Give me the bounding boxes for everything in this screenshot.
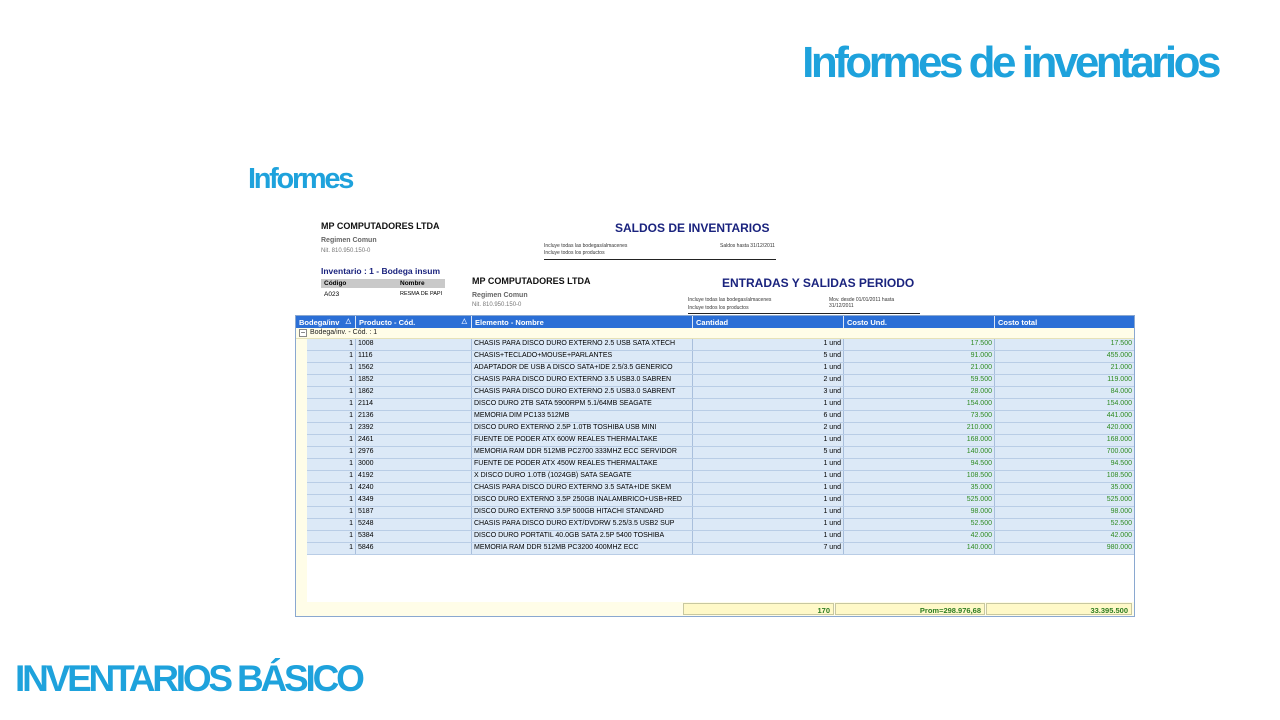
cell-cantidad: 7 und bbox=[693, 543, 844, 554]
cell-costo-total: 154.000 bbox=[1106, 400, 1132, 407]
table-row[interactable] bbox=[307, 435, 1134, 447]
total-costo-promedio: Prom=298.976,68 bbox=[835, 603, 985, 615]
cell-bodega: 1 bbox=[307, 351, 356, 362]
cell-codigo: 4240 bbox=[356, 483, 472, 494]
cell-codigo: 2114 bbox=[356, 399, 472, 410]
table-row[interactable] bbox=[307, 375, 1134, 387]
group-label: Bodega/inv. - Cód. : 1 bbox=[310, 329, 378, 336]
slide-title: Informes de inventarios bbox=[802, 38, 1218, 87]
report2-includes-productos: Incluye todos los productos bbox=[688, 305, 749, 311]
cell-bodega: 1 bbox=[307, 447, 356, 458]
cell-cantidad: 1 und bbox=[693, 435, 844, 446]
cell-costo-total: 17.500 bbox=[1110, 340, 1132, 347]
cell-costo-total: 119.000 bbox=[1107, 376, 1132, 383]
cell-cantidad: 1 und bbox=[693, 507, 844, 518]
column-header-costo-und[interactable]: Costo Und. bbox=[844, 316, 995, 328]
cell-cantidad: 2 und bbox=[693, 423, 844, 434]
cell-cantidad: 1 und bbox=[693, 483, 844, 494]
cell-bodega: 1 bbox=[307, 519, 356, 530]
cell-nombre: DISCO DURO 2TB SATA 5900RPM 5.1/64MB SEAGATE bbox=[472, 399, 693, 410]
cell-bodega: 1 bbox=[307, 471, 356, 482]
table-row[interactable] bbox=[307, 363, 1134, 375]
cell-costo-und: 42.000 bbox=[844, 531, 995, 542]
cell-costo-und: 28.000 bbox=[844, 387, 995, 398]
cell-costo-und: 21.000 bbox=[844, 363, 995, 374]
report1-col-nombre: Nombre bbox=[400, 280, 425, 287]
inventory-grid bbox=[295, 315, 1135, 617]
column-header-costo-total[interactable]: Costo total bbox=[998, 318, 1038, 327]
cell-codigo: 5248 bbox=[356, 519, 472, 530]
cell-costo-total: 441.000 bbox=[1106, 412, 1132, 419]
table-row[interactable] bbox=[307, 471, 1134, 483]
cell-nombre: CHASIS+TECLADO+MOUSE+PARLANTES bbox=[472, 351, 693, 362]
cell-costo-total: 168.000 bbox=[1106, 436, 1132, 443]
cell-nombre: DISCO DURO PORTATIL 40.0GB SATA 2.5P 5400 TOSHIBA bbox=[472, 531, 693, 542]
column-header-elemento[interactable]: Elemento - Nombre bbox=[472, 316, 693, 328]
cell-bodega: 1 bbox=[307, 507, 356, 518]
table-row[interactable] bbox=[307, 543, 1134, 555]
cell-codigo: 1852 bbox=[356, 375, 472, 386]
cell-bodega: 1 bbox=[307, 339, 356, 350]
cell-codigo: 1008 bbox=[356, 339, 472, 350]
cell-codigo: 1562 bbox=[356, 363, 472, 374]
cell-cantidad: 5 und bbox=[693, 351, 844, 362]
cell-cantidad: 1 und bbox=[693, 495, 844, 506]
report1-row-nombre: RESMA DE PAPI bbox=[400, 291, 443, 297]
cell-codigo: 4192 bbox=[356, 471, 472, 482]
report1-divider bbox=[544, 259, 776, 260]
cell-codigo: 1116 bbox=[356, 351, 472, 362]
table-row[interactable] bbox=[307, 411, 1134, 423]
cell-nombre: MEMORIA DIM PC133 512MB bbox=[472, 411, 693, 422]
report1-col-codigo: Código bbox=[324, 280, 347, 287]
cell-costo-und: 94.500 bbox=[844, 459, 995, 470]
cell-bodega: 1 bbox=[307, 399, 356, 410]
cell-costo-und: 59.500 bbox=[844, 375, 995, 386]
cell-nombre: DISCO DURO EXTERNO 3.5P 500GB HITACHI STANDARD bbox=[472, 507, 693, 518]
report1-title: SALDOS DE INVENTARIOS bbox=[615, 221, 770, 235]
report-entradas-salidas bbox=[468, 268, 920, 316]
cell-bodega: 1 bbox=[307, 411, 356, 422]
cell-cantidad: 1 und bbox=[693, 459, 844, 470]
cell-cantidad: 1 und bbox=[693, 339, 844, 350]
report1-row bbox=[321, 290, 445, 299]
cell-nombre: DISCO DURO EXTERNO 2.5P 1.0TB TOSHIBA USB MINI bbox=[472, 423, 693, 434]
column-header-producto-label: Producto - Cód. bbox=[359, 318, 416, 327]
cell-codigo: 2976 bbox=[356, 447, 472, 458]
cell-codigo: 2461 bbox=[356, 435, 472, 446]
report1-date-range: Saldos hasta 31/12/2011 bbox=[720, 243, 775, 249]
cell-nombre: FUENTE DE PODER ATX 600W REALES THERMALTAKE bbox=[472, 435, 693, 446]
cell-costo-und: 168.000 bbox=[844, 435, 995, 446]
table-row[interactable] bbox=[307, 447, 1134, 459]
cell-codigo: 5846 bbox=[356, 543, 472, 554]
cell-costo-total: 21.000 bbox=[1110, 364, 1132, 371]
cell-costo-und: 140.000 bbox=[844, 543, 995, 554]
cell-costo-und: 108.500 bbox=[844, 471, 995, 482]
cell-costo-total: 700.000 bbox=[1106, 448, 1132, 455]
cell-nombre: MEMORIA RAM DDR 512MB PC2700 333MHZ ECC SERVIDOR bbox=[472, 447, 693, 458]
cell-bodega: 1 bbox=[307, 531, 356, 542]
cell-cantidad: 2 und bbox=[693, 375, 844, 386]
cell-costo-und: 52.500 bbox=[844, 519, 995, 530]
column-header-cantidad[interactable]: Cantidad bbox=[693, 316, 844, 328]
cell-nombre: CHASIS PARA DISCO DURO EXTERNO 2.5 USB SATA XTECH bbox=[472, 339, 693, 350]
cell-costo-total: 420.000 bbox=[1106, 424, 1132, 431]
report1-includes-productos: Incluye todos los productos bbox=[544, 250, 605, 256]
table-row[interactable] bbox=[307, 423, 1134, 435]
cell-costo-und: 140.000 bbox=[844, 447, 995, 458]
cell-cantidad: 1 und bbox=[693, 471, 844, 482]
cell-nombre: X DISCO DURO 1.0TB (1024GB) SATA SEAGATE bbox=[472, 471, 693, 482]
cell-codigo: 2136 bbox=[356, 411, 472, 422]
collapse-icon[interactable]: − bbox=[300, 328, 306, 337]
cell-cantidad: 3 und bbox=[693, 387, 844, 398]
table-row[interactable] bbox=[307, 387, 1134, 399]
cell-costo-total: 94.500 bbox=[1110, 460, 1132, 467]
cell-costo-total: 98.000 bbox=[1110, 508, 1132, 515]
cell-nombre: CHASIS PARA DISCO DURO EXTERNO 3.5 SATA+IDE SKEM bbox=[472, 483, 693, 494]
cell-costo-und: 154.000 bbox=[844, 399, 995, 410]
cell-costo-total: 42.000 bbox=[1110, 532, 1132, 539]
total-costo-total: 33.395.500 bbox=[986, 603, 1132, 615]
sort-asc-icon[interactable]: △ bbox=[345, 318, 351, 325]
report2-regimen: Regimen Comun bbox=[472, 292, 528, 299]
cell-nombre: CHASIS PARA DISCO DURO EXT/DVDRW 5.25/3.5 USB2 SUP bbox=[472, 519, 693, 530]
group-row bbox=[296, 328, 1134, 339]
cell-codigo: 1862 bbox=[356, 387, 472, 398]
section-title: Informes bbox=[248, 163, 353, 195]
sort-asc-icon[interactable]: △ bbox=[461, 318, 467, 325]
cell-costo-total: 84.000 bbox=[1110, 388, 1132, 395]
cell-bodega: 1 bbox=[307, 543, 356, 554]
report2-divider bbox=[688, 313, 920, 314]
report2-includes-bodegas: Incluye todas las bodegas/almacenes bbox=[688, 297, 772, 303]
cell-bodega: 1 bbox=[307, 495, 356, 506]
cell-nombre: CHASIS PARA DISCO DURO EXTERNO 2.5 USB3.0 SABRENT bbox=[472, 387, 693, 398]
report1-regimen: Regimen Comun bbox=[321, 237, 377, 244]
footer-title: INVENTARIOS BÁSICO bbox=[15, 658, 362, 699]
cell-bodega: 1 bbox=[307, 435, 356, 446]
report1-header-row bbox=[321, 279, 445, 288]
cell-cantidad: 1 und bbox=[693, 531, 844, 542]
cell-nombre: MEMORIA RAM DDR 512MB PC3200 400MHZ ECC bbox=[472, 543, 693, 554]
report1-inventory-label: Inventario : 1 - Bodega insum bbox=[321, 266, 441, 276]
cell-codigo: 5384 bbox=[356, 531, 472, 542]
cell-codigo: 3000 bbox=[356, 459, 472, 470]
report2-nit: Nit. 810.950.150-0 bbox=[472, 302, 522, 308]
cell-codigo: 2392 bbox=[356, 423, 472, 434]
report1-nit: Nit. 810.950.150-0 bbox=[321, 248, 371, 254]
cell-nombre: FUENTE DE PODER ATX 450W REALES THERMALTAKE bbox=[472, 459, 693, 470]
cell-costo-total: 52.500 bbox=[1110, 520, 1132, 527]
report1-includes-bodegas: Incluye todas las bodegas/almacenes bbox=[544, 243, 628, 249]
cell-costo-und: 98.000 bbox=[844, 507, 995, 518]
table-row[interactable] bbox=[307, 495, 1134, 507]
report1-row-codigo: A023 bbox=[324, 291, 340, 298]
table-row[interactable] bbox=[307, 507, 1134, 519]
cell-bodega: 1 bbox=[307, 423, 356, 434]
cell-codigo: 5187 bbox=[356, 507, 472, 518]
cell-bodega: 1 bbox=[307, 387, 356, 398]
cell-cantidad: 5 und bbox=[693, 447, 844, 458]
table-row[interactable] bbox=[307, 339, 1134, 351]
cell-nombre: ADAPTADOR DE USB A DISCO SATA+IDE 2.5/3.5 GENERICO bbox=[472, 363, 693, 374]
cell-bodega: 1 bbox=[307, 483, 356, 494]
table-row[interactable] bbox=[307, 519, 1134, 531]
table-row[interactable] bbox=[307, 351, 1134, 363]
cell-bodega: 1 bbox=[307, 459, 356, 470]
table-row[interactable] bbox=[307, 459, 1134, 471]
column-header-producto[interactable] bbox=[356, 316, 472, 328]
table-row[interactable] bbox=[307, 531, 1134, 543]
cell-costo-und: 525.000 bbox=[844, 495, 995, 506]
table-row[interactable] bbox=[307, 399, 1134, 411]
cell-costo-und: 91.000 bbox=[844, 351, 995, 362]
column-header-bodega[interactable] bbox=[296, 316, 356, 328]
group-indent bbox=[296, 339, 307, 602]
report1-company: MP COMPUTADORES LTDA bbox=[321, 221, 440, 231]
grid-header bbox=[296, 316, 1134, 328]
cell-nombre: DISCO DURO EXTERNO 3.5P 250GB INALAMBRICO+USB+RED bbox=[472, 495, 693, 506]
table-row[interactable] bbox=[307, 483, 1134, 495]
column-header-bodega-label: Bodega/inv bbox=[299, 318, 340, 327]
report2-company: MP COMPUTADORES LTDA bbox=[472, 276, 591, 286]
cell-costo-total: 525.000 bbox=[1106, 496, 1132, 503]
cell-costo-total: 35.000 bbox=[1110, 484, 1132, 491]
cell-costo-total: 980.000 bbox=[1106, 544, 1132, 551]
cell-cantidad: 1 und bbox=[693, 519, 844, 530]
cell-costo-total: 108.500 bbox=[1106, 472, 1132, 479]
totals-row bbox=[296, 602, 1134, 616]
report2-date-range: Mov. desde 01/01/2011 hasta 31/12/2011 bbox=[829, 297, 895, 309]
cell-costo-total: 455.000 bbox=[1106, 352, 1132, 359]
report2-title: ENTRADAS Y SALIDAS PERIODO bbox=[722, 276, 915, 290]
cell-costo-und: 210.000 bbox=[844, 423, 995, 434]
cell-costo-und: 17.500 bbox=[844, 339, 995, 350]
cell-costo-und: 73.500 bbox=[844, 411, 995, 422]
cell-nombre: CHASIS PARA DISCO DURO EXTERNO 3.5 USB3.0 SABREN bbox=[472, 375, 693, 386]
cell-cantidad: 1 und bbox=[693, 399, 844, 410]
cell-bodega: 1 bbox=[307, 363, 356, 374]
cell-bodega: 1 bbox=[307, 375, 356, 386]
cell-codigo: 4349 bbox=[356, 495, 472, 506]
cell-cantidad: 6 und bbox=[693, 411, 844, 422]
total-cantidad: 170 bbox=[683, 603, 834, 615]
cell-cantidad: 1 und bbox=[693, 363, 844, 374]
cell-costo-und: 35.000 bbox=[844, 483, 995, 494]
